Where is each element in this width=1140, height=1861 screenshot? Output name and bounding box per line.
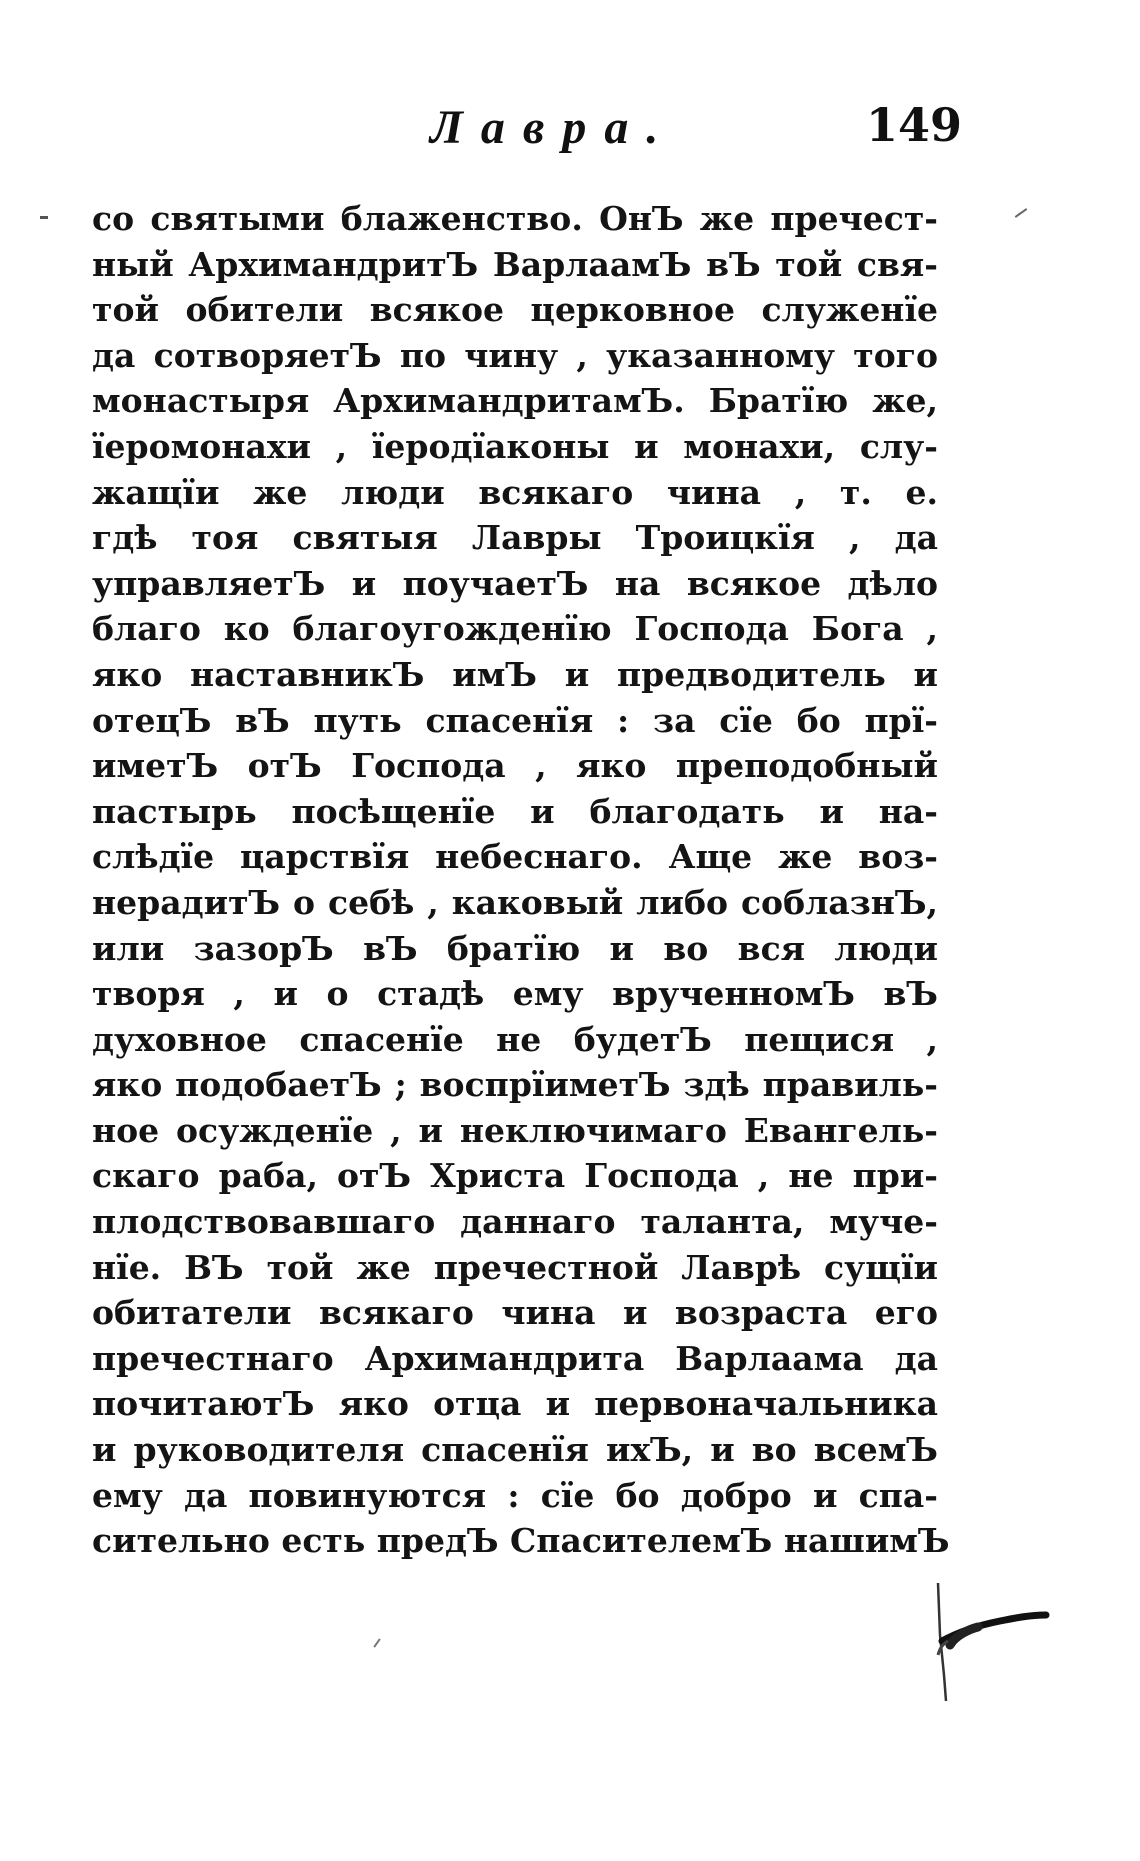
margin-speck xyxy=(40,216,48,219)
text-line: їеромонахи , їеродїаконы и монахи, слу- xyxy=(92,426,938,466)
text-line: скаго раба, отЪ Христа Господа , не при- xyxy=(92,1156,938,1196)
text-line: монастыря АрхимандритамЪ. Братїю же, xyxy=(92,381,938,421)
text-line: той обители всякое церковное служенїе xyxy=(92,290,938,330)
text-line: благо ко благоугожденїю Господа Бога , xyxy=(92,609,938,649)
text-line: почитаютЪ яко отца и первоначальника xyxy=(92,1384,938,1424)
text-line: нїе. ВЪ той же пречестной Лаврѣ сущїи xyxy=(92,1247,938,1287)
text-line: управляетЪ и поучаетЪ на всякое дѣло xyxy=(92,563,938,603)
text-line: со святыми блаженство. ОнЪ же пречест- xyxy=(92,199,938,238)
text-line: ему да повинуются : сїе бо добро и спа- xyxy=(92,1475,938,1515)
text-line: яко наставникЪ имЪ и предводитель и xyxy=(92,654,938,694)
text-line: гдѣ тоя святыя Лавры Троицкїя , да xyxy=(92,518,938,558)
text-line: или зазорЪ вЪ братїю и во вся люди xyxy=(92,928,938,968)
text-line: духовное спасенїе не будетЪ пещися , xyxy=(92,1019,938,1059)
ink-blot-mark xyxy=(930,1575,1050,1705)
text-line: пречестнаго Архимандрита Варлаама да xyxy=(92,1338,938,1378)
margin-speck xyxy=(373,1638,380,1647)
body-text xyxy=(92,196,950,1564)
margin-speck xyxy=(1015,208,1028,218)
text-line: да сотворяетЪ по чину , указанному того xyxy=(92,335,938,375)
text-line: слѣдїе царствїя небеснаго. Аще же воз- xyxy=(92,837,938,877)
text-line: нерадитЪ о себѣ , каковый либо соблазнЪ, xyxy=(92,882,938,922)
running-head: Лавра. xyxy=(430,101,677,154)
text-line: жащїи же люди всякаго чина , т. е. xyxy=(92,472,938,512)
text-line: сительно есть предЪ СпасителемЪ нашимЪ xyxy=(92,1521,950,1561)
text-line: ное осужденїе , и неключимаго Евангель- xyxy=(92,1110,938,1150)
text-line: яко подобаетЪ ; воспрїиметЪ здѣ правиль- xyxy=(92,1065,938,1105)
page-number: 149 xyxy=(866,98,963,152)
text-line: отецЪ вЪ путь спасенїя : за сїе бо прї- xyxy=(92,700,938,740)
text-line: пастырь посѣщенїе и благодать и на- xyxy=(92,791,938,831)
text-line: обитатели всякаго чина и возраста его xyxy=(92,1293,938,1333)
text-line: и руководителя спасенїя ихЪ, и во всемЪ xyxy=(92,1430,938,1470)
text-line: плодствовавшаго даннаго таланта, муче- xyxy=(92,1202,938,1242)
text-line: ный АрхимандритЪ ВарлаамЪ вЪ той свя- xyxy=(92,244,938,284)
text-line: иметЪ отЪ Господа , яко преподобный xyxy=(92,746,938,786)
text-line: творя , и о стадѣ ему врученномЪ вЪ xyxy=(92,974,938,1014)
